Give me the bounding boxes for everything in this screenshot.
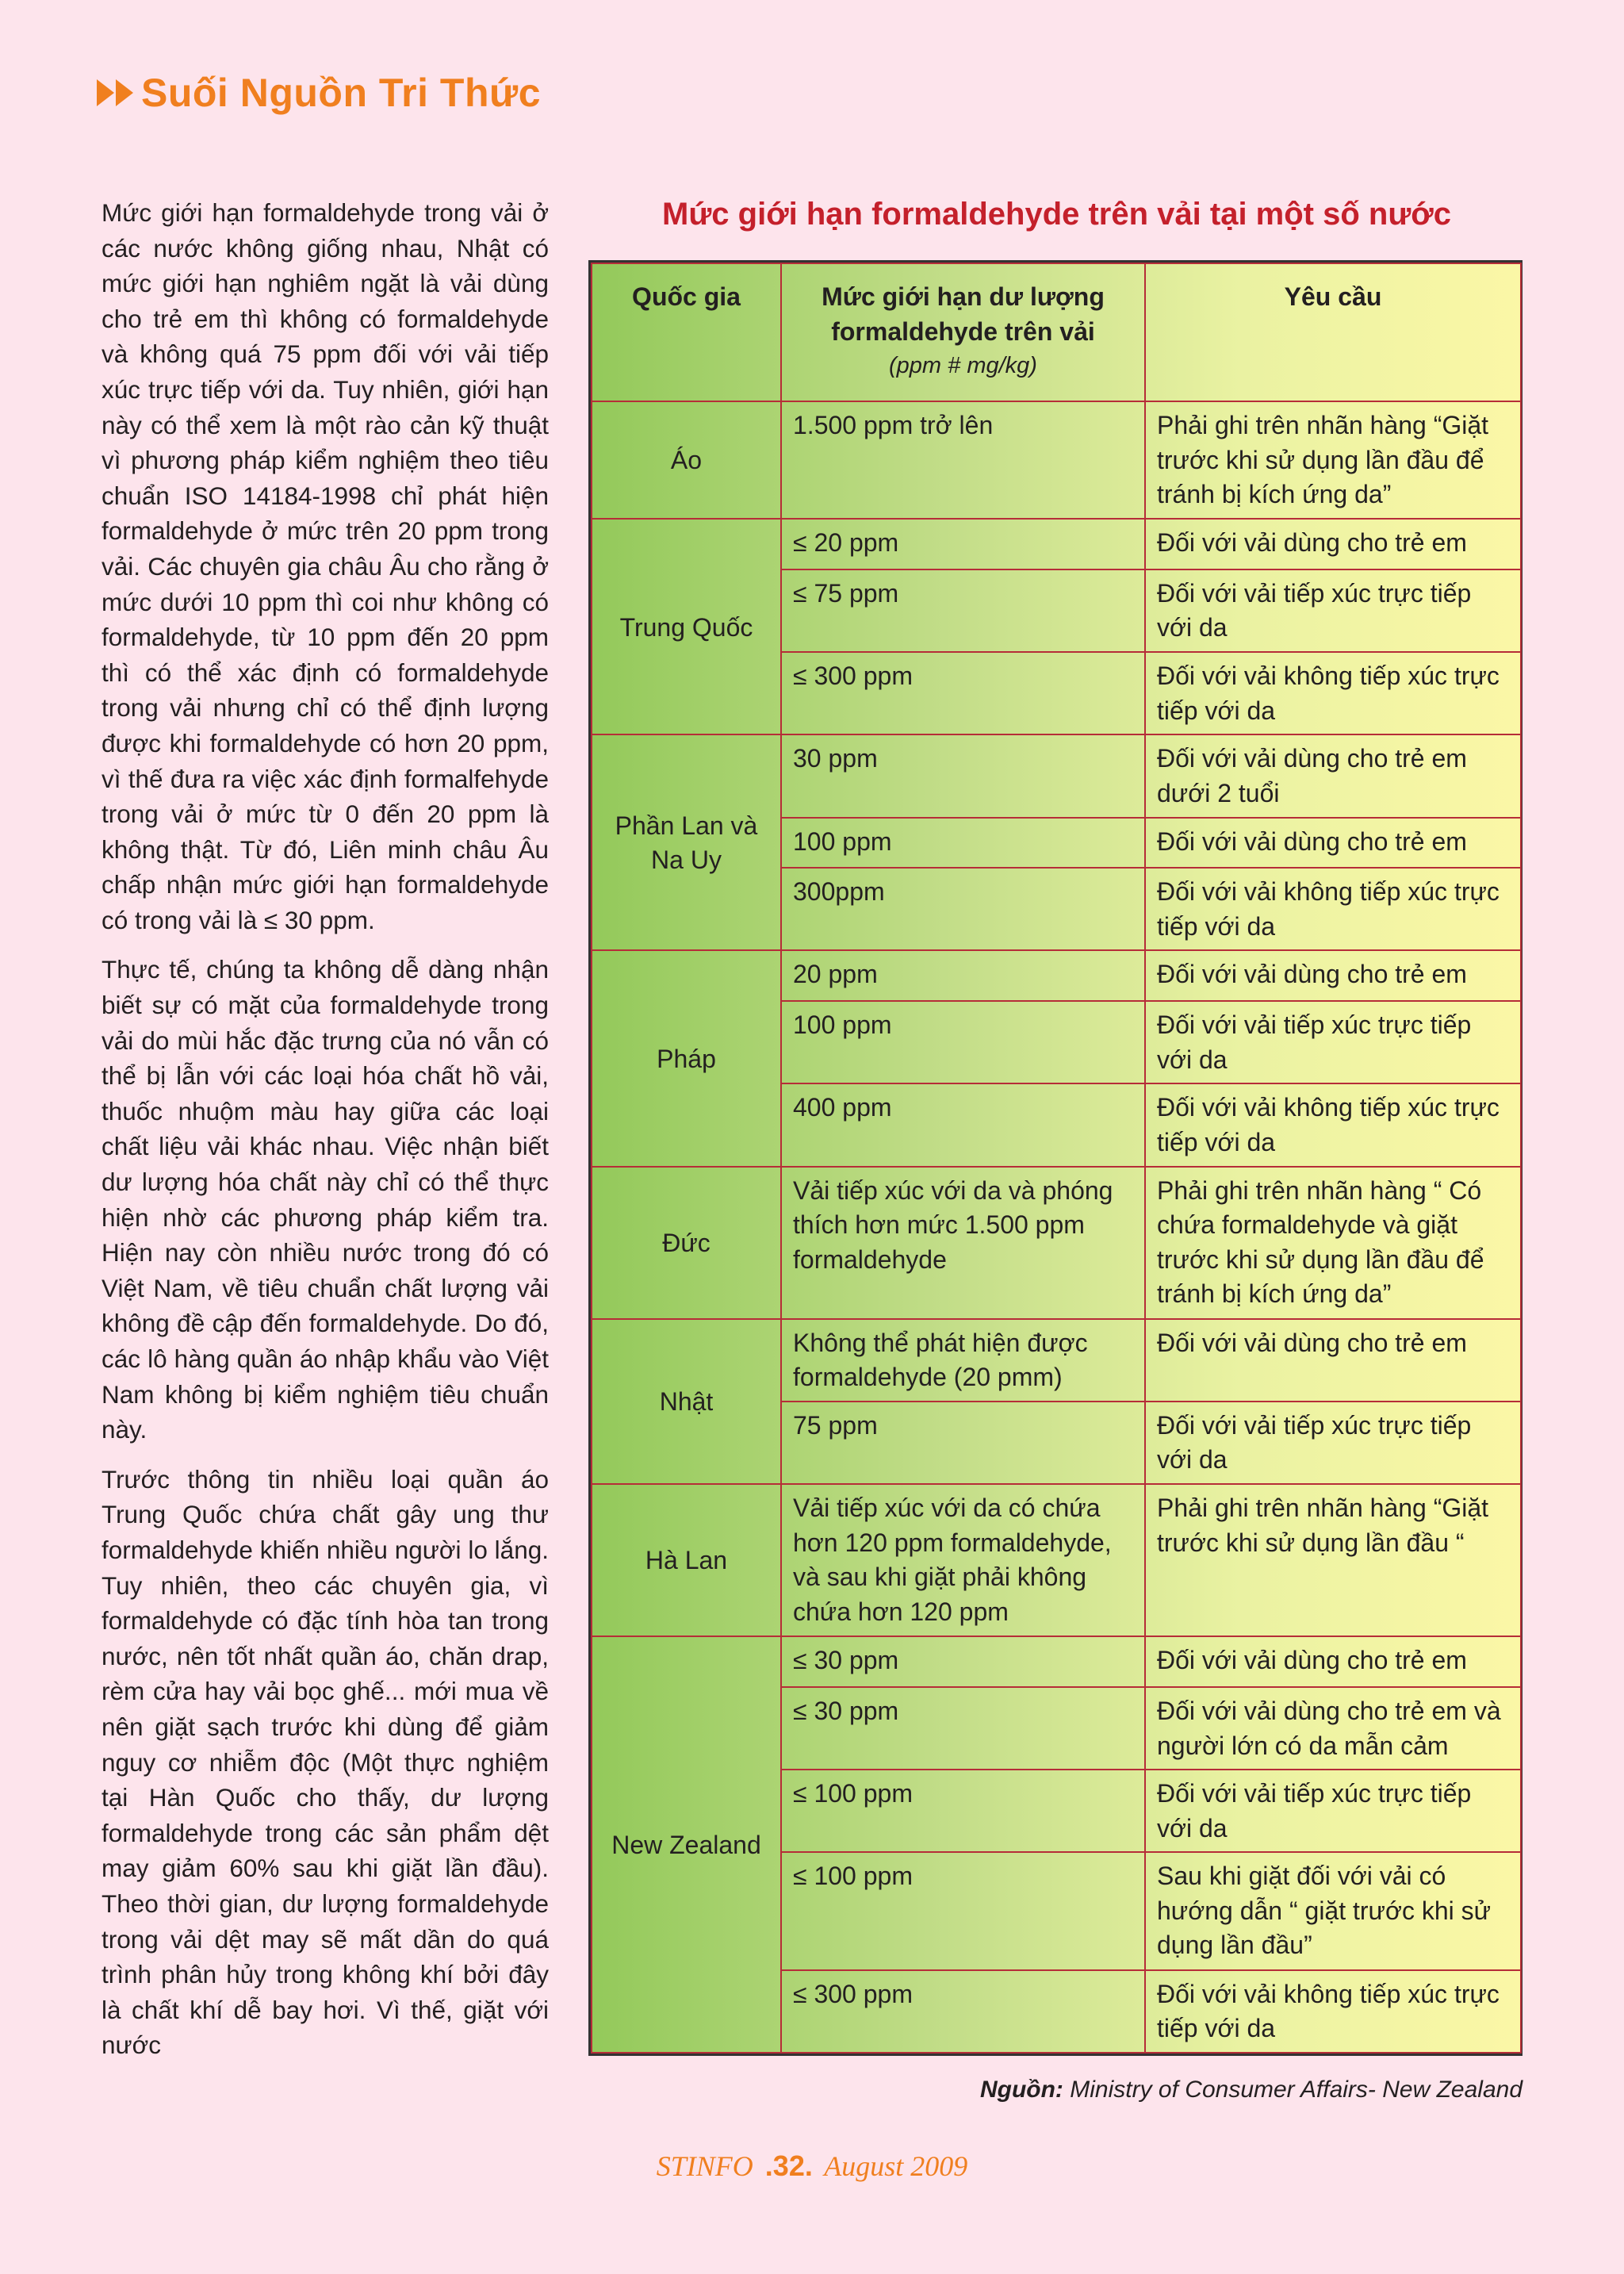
table-row: [592, 519, 1521, 569]
requirement-cell: Đối với vải dùng cho trẻ em và người lớn có da mẫn cảm: [1145, 1687, 1521, 1770]
requirement-cell: Đối với vải dùng cho trẻ em: [1145, 519, 1521, 569]
requirement-cell: Đối với vải dùng cho trẻ em dưới 2 tuổi: [1145, 734, 1521, 817]
table-row: [592, 734, 1521, 817]
country-cell: New Zealand: [592, 1636, 781, 2053]
requirement-cell: Đối với vải dùng cho trẻ em: [1145, 1636, 1521, 1687]
requirement-cell: Đối với vải tiếp xúc trực tiếp với da: [1145, 1402, 1521, 1484]
limit-cell: 400 ppm: [781, 1083, 1145, 1166]
limit-cell: ≤ 300 ppm: [781, 652, 1145, 734]
limit-cell: 100 ppm: [781, 818, 1145, 869]
limits-table: [591, 263, 1522, 2054]
table-row: [592, 401, 1521, 519]
requirement-cell: Sau khi giặt đối với vải có hướng dẫn “ giặt trước khi sử dụng lần đầu”: [1145, 1852, 1521, 1969]
limit-cell: 300ppm: [781, 868, 1145, 950]
header-limit-unit: (ppm # mg/kg): [889, 353, 1037, 378]
table-row: [592, 1484, 1521, 1636]
limit-cell: ≤ 100 ppm: [781, 1852, 1145, 1969]
requirement-cell: Phải ghi trên nhãn hàng “Giặt trước khi sử dụng lần đầu “: [1145, 1484, 1521, 1636]
requirement-cell: Đối với vải không tiếp xúc trực tiếp với da: [1145, 652, 1521, 734]
source-label: Nguồn:: [979, 2077, 1063, 2103]
table-row: [592, 1167, 1521, 1319]
requirement-cell: Đối với vải không tiếp xúc trực tiếp với da: [1145, 1083, 1521, 1166]
country-cell: Đức: [592, 1167, 781, 1319]
double-arrow-icon: [97, 79, 135, 106]
section-header: [97, 70, 541, 116]
header-requirement: Yêu cầu: [1145, 263, 1521, 401]
limit-cell: 1.500 ppm trở lên: [781, 401, 1145, 519]
source-note: [980, 2077, 1522, 2103]
requirement-cell: Đối với vải tiếp xúc trực tiếp với da: [1145, 569, 1521, 652]
limit-cell: 100 ppm: [781, 1001, 1145, 1083]
requirement-cell: Phải ghi trên nhãn hàng “ Có chứa formaldehyde và giặt trước khi sử dụng lần đầu để tránh bị kích ứng da”: [1145, 1167, 1521, 1319]
source-text: Ministry of Consumer Affairs- New Zealand: [1070, 2077, 1522, 2103]
limits-table-container: [588, 260, 1522, 2056]
table-body: [592, 401, 1521, 2053]
footer-brand: STINFO: [656, 2150, 753, 2182]
requirement-cell: Đối với vải tiếp xúc trực tiếp với da: [1145, 1770, 1521, 1852]
requirement-cell: Đối với vải không tiếp xúc trực tiếp với da: [1145, 1970, 1521, 2053]
limit-cell: Vải tiếp xúc với da có chứa hơn 120 ppm formaldehyde, và sau khi giặt phải không chứa hơn 120 ppm: [781, 1484, 1145, 1636]
header-limit: Mức giới hạn dư lượng formaldehyde trên vải (ppm # mg/kg): [781, 263, 1145, 401]
requirement-cell: Phải ghi trên nhãn hàng “Giặt trước khi sử dụng lần đầu để tránh bị kích ứng da”: [1145, 401, 1521, 519]
requirement-cell: Đối với vải dùng cho trẻ em: [1145, 950, 1521, 1001]
header-country: Quốc gia: [592, 263, 781, 401]
limit-cell: 75 ppm: [781, 1402, 1145, 1484]
limit-cell: ≤ 20 ppm: [781, 519, 1145, 569]
table-row: [592, 1636, 1521, 1687]
requirement-cell: Đối với vải dùng cho trẻ em: [1145, 1319, 1521, 1402]
country-cell: Nhật: [592, 1319, 781, 1484]
limit-cell: ≤ 75 ppm: [781, 569, 1145, 652]
country-cell: Trung Quốc: [592, 519, 781, 734]
page-number: .32.: [764, 2149, 813, 2182]
table-header-row: [592, 263, 1521, 401]
paragraph: Trước thông tin nhiều loại quần áo Trung Quốc chứa chất gây ung thư formaldehyde khiến nhiều người lo lắng. Tuy nhiên, theo các chuyên gia, vì formaldehyde có đặc tính hòa tan trong nước, nên tốt nhất quần áo, chăn drap, rèm cửa hay vải bọc ghế... mới mua về nên giặt sạch trước khi dùng để giảm nguy cơ nhiễm độc (Một thực nghiệm tại Hàn Quốc cho thấy, dư lượng formaldehyde trong các sản phẩm dệt may giảm 60% sau khi giặt lần đầu). Theo thời gian, dư lượng formaldehyde trong vải dệt may sẽ mất dần do quá trình phân hủy trong không khí bởi đây là chất khí dễ bay hơi. Vì thế, giặt với nước: [102, 1464, 549, 2060]
limit-cell: ≤ 100 ppm: [781, 1770, 1145, 1852]
table-row: [592, 950, 1521, 1001]
requirement-cell: Đối với vải dùng cho trẻ em: [1145, 818, 1521, 869]
requirement-cell: Đối với vải không tiếp xúc trực tiếp với da: [1145, 868, 1521, 950]
limit-cell: Vải tiếp xúc với da và phóng thích hơn mức 1.500 ppm formaldehyde: [781, 1167, 1145, 1319]
country-cell: Áo: [592, 401, 781, 519]
table-row: [592, 1319, 1521, 1402]
paragraph: Thực tế, chúng ta không dễ dàng nhận biết sự có mặt của formaldehyde trong vải do mùi hắc đặc trưng của nó vẫn có thể bị lẫn với các loại hóa chất hồ vải, thuốc nhuộm màu hay giữa các loại chất liệu vải khác nhau. Việc nhận biết dư lượng hóa chất này chỉ có thể thực hiện nhờ các phương pháp kiểm tra. Hiện nay còn nhiều nước trong đó có Việt Nam, về tiêu chuẩn chất lượng vải không đề cập đến formaldehyde. Do đó, các lô hàng quần áo nhập khẩu vào Việt Nam không bị kiểm nghiệm tiêu chuẩn này.: [102, 955, 549, 1444]
limit-cell: ≤ 300 ppm: [781, 1970, 1145, 2053]
limit-cell: 20 ppm: [781, 950, 1145, 1001]
paragraph: Mức giới hạn formaldehyde trong vải ở các nước không giống nhau, Nhật có mức giới hạn nghiêm ngặt là vải dùng cho trẻ em thì không có formaldehyde và không quá 75 ppm đối với vải tiếp xúc trực tiếp với da. Tuy nhiên, giới hạn này có thể xem là một rào cản kỹ thuật vì phương pháp kiểm nghiệm theo tiêu chuẩn ISO 14184-1998 chỉ phát hiện formaldehyde ở mức trên 20 ppm trong vải. Các chuyên gia châu Âu cho rằng ở mức dưới 10 ppm thì coi như không có formaldehyde, từ 10 ppm đến 20 ppm thì có thể xác định có formaldehyde trong vải nhưng chỉ có thể định lượng được khi formaldehyde có hơn 20 ppm, vì thế đưa ra việc xác định formalfehyde trong vải ở mức từ 0 đến 20 ppm là không thật. Từ đó, Liên minh châu Âu chấp nhận mức giới hạn formaldehyde có trong vải là ≤ 30 ppm.: [102, 198, 549, 934]
footer-date: August 2009: [824, 2150, 968, 2182]
country-cell: Pháp: [592, 950, 781, 1166]
limit-cell: Không thể phát hiện được formaldehyde (20 pmm): [781, 1319, 1145, 1402]
article-body: [102, 195, 549, 2077]
requirement-cell: Đối với vải tiếp xúc trực tiếp với da: [1145, 1001, 1521, 1083]
country-cell: Hà Lan: [592, 1484, 781, 1636]
country-cell: Phần Lan và Na Uy: [592, 734, 781, 950]
section-title: Suối Nguồn Tri Thức: [141, 71, 542, 115]
limit-cell: ≤ 30 ppm: [781, 1636, 1145, 1687]
page-footer: [0, 2149, 1624, 2183]
limit-cell: ≤ 30 ppm: [781, 1687, 1145, 1770]
table-title: Mức giới hạn formaldehyde trên vải tại một số nước: [662, 197, 1451, 232]
limit-cell: 30 ppm: [781, 734, 1145, 817]
